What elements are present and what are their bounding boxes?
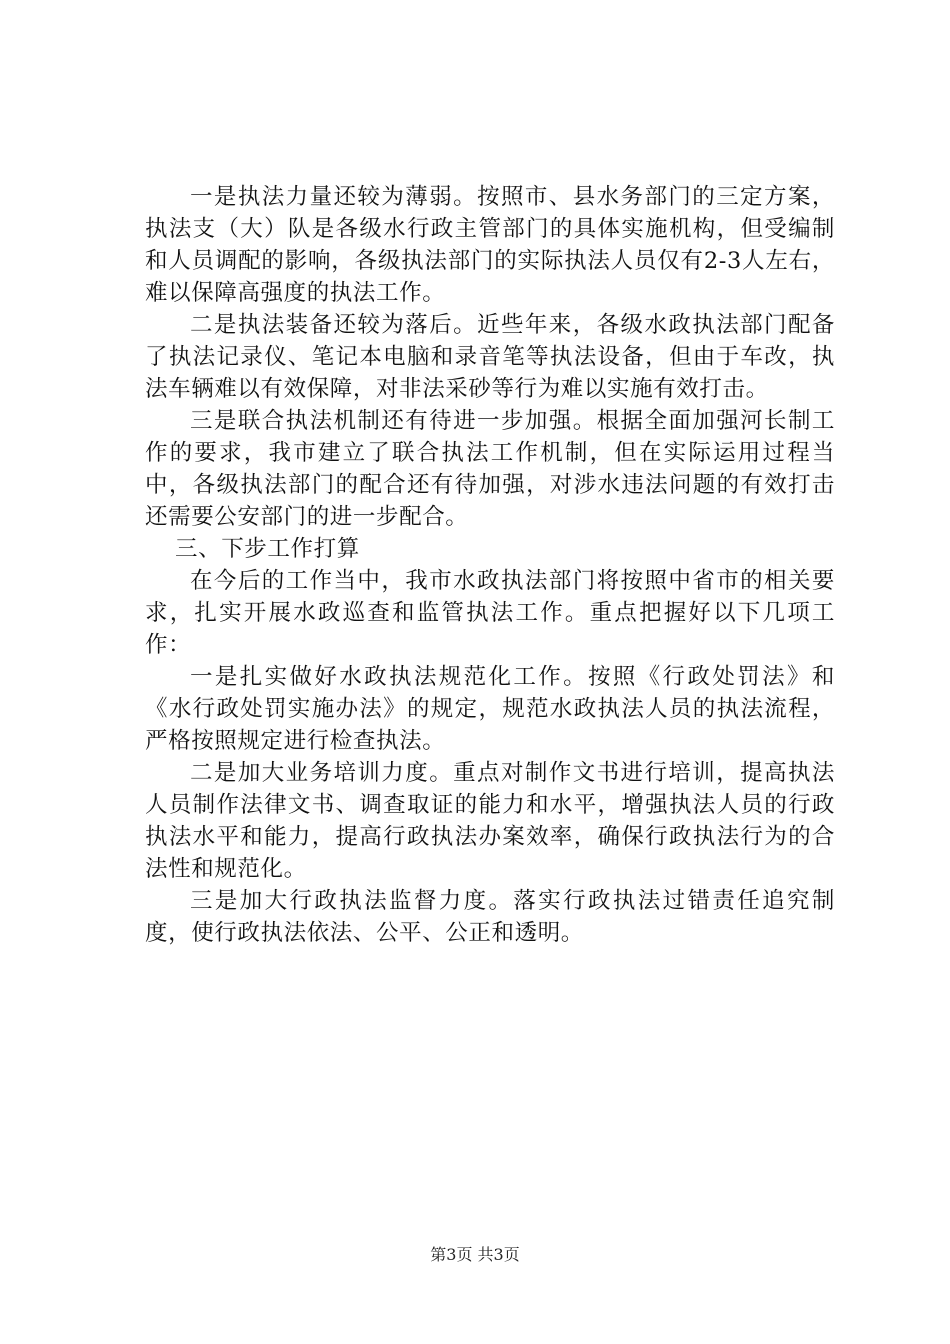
page-footer (0, 1244, 950, 1266)
section-heading-next-steps: 三、下步工作打算 (175, 536, 360, 562)
paragraph-standardization: 一是扎实做好水政执法规范化工作。按照《行政处罚法》和《水行政处罚实施办法》的规定，规范水政执法人员的执法流程，严格按照规定进行检查执法。 (145, 664, 835, 754)
paragraph-future-work-intro: 在今后的工作当中，我市水政执法部门将按照中省市的相关要求，扎实开展水政巡查和监管执法工作。重点把握好以下几项工作： (145, 568, 835, 658)
paragraph-joint-enforcement: 三是联合执法机制还有待进一步加强。根据全面加强河长制工作的要求，我市建立了联合执法工作机制，但在实际运用过程当中，各级执法部门的配合还有待加强，对涉水违法问题的有效打击还需要公安部门的进一步配合。 (145, 408, 835, 530)
paragraph-enforcement-equipment: 二是执法装备还较为落后。近些年来，各级水政执法部门配备了执法记录仪、笔记本电脑和录音笔等执法设备，但由于车改，执法车辆难以有效保障，对非法采砂等行为难以实施有效打击。 (145, 312, 835, 402)
paragraph-supervision: 三是加大行政执法监督力度。落实行政执法过错责任追究制度，使行政执法依法、公平、公正和透明。 (145, 888, 835, 946)
document-body (145, 181, 835, 949)
paragraph-enforcement-strength: 一是执法力量还较为薄弱。按照市、县水务部门的三定方案，执法支（大）队是各级水行政主管部门的具体实施机构，但受编制和人员调配的影响，各级执法部门的实际执法人员仅有2-3人左右，难以保障高强度的执法工作。 (145, 184, 835, 306)
page-number-label: 第3页 共3页 (430, 1245, 520, 1264)
paragraph-training: 二是加大业务培训力度。重点对制作文书进行培训，提高执法人员制作法律文书、调查取证的能力和水平，增强执法人员的行政执法水平和能力，提高行政执法办案效率，确保行政执法行为的合法性和规范化。 (145, 760, 835, 882)
